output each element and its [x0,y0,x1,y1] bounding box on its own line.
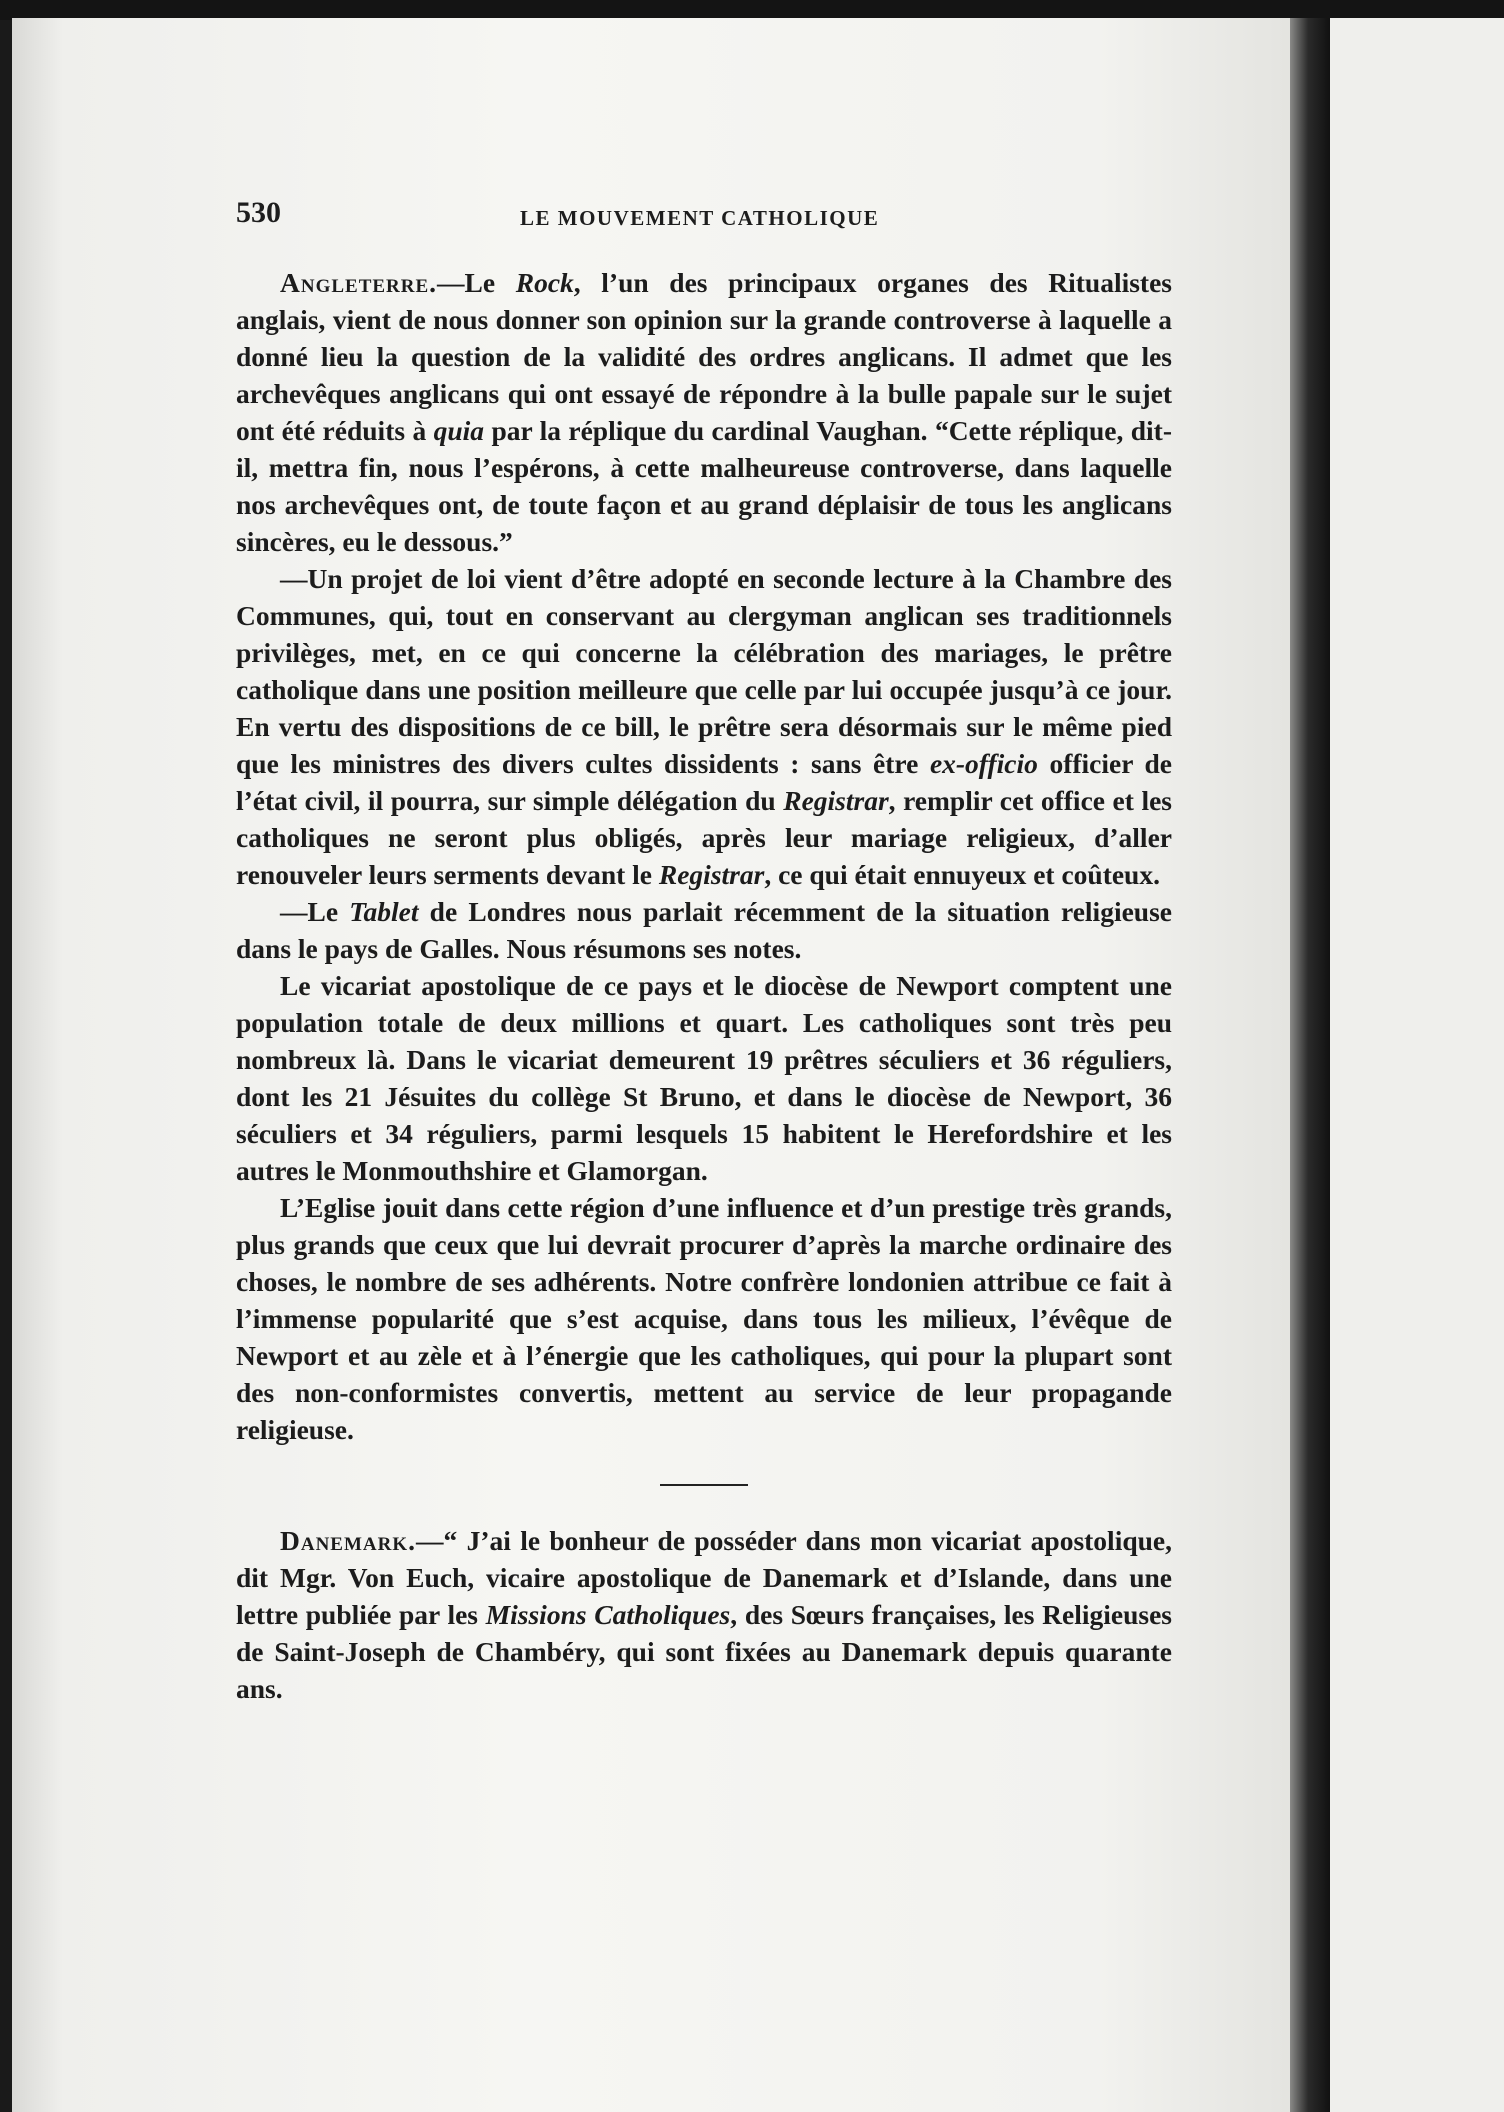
running-title: LE MOUVEMENT CATHOLIQUE [520,206,880,230]
book-gutter [1290,18,1330,2112]
scan-top-border [0,0,1504,20]
section-head-angleterre: Angleterre. [280,267,438,298]
title-tablet: Tablet [349,896,419,927]
main-text [236,264,1172,1707]
word-quia: quia [433,415,485,446]
paragraph-projet-de-loi: —Un projet de loi vient d’être adopté en seconde lecture à la Chambre des Communes, qui, tout en conservant au clergyman anglican ses traditionnels privilèges, met, en ce qui concerne la célébration des mariages, le prêtre catholique dans une position meilleure que celle par lui occupée jusqu’à ce jour. En vertu des dispositions de ce bill, le prêtre sera désormais sur le même pied que les ministres des divers cultes dissidents : sans être ex-officio officier de l’état civil, il pourra, sur simple délégation du Registrar, remplir cet office et les catholiques ne seront plus obligés, après leur mariage religieux, d’aller renouveler leurs serments devant le Registrar, ce qui était ennuyeux et coûteux. [236,563,1173,890]
term-registrar: Registrar [783,785,889,816]
page-number: 530 [236,196,281,229]
title-missions-catholiques: Missions Catholiques [485,1599,731,1630]
right-page-edge [1330,18,1504,2112]
paragraph-danemark: Danemark.—“ J’ai le bonheur de posséder dans mon vicariat apostolique, dit Mgr. Von Euch, vicaire apostolique de Danemark et d’Islande, dans une lettre publiée par les Missions Catholiques, des Sœurs françaises, les Religieuses de Saint-Joseph de Chambéry, qui sont fixées au Danemark depuis quarante ans. [236,1525,1172,1704]
term-registrar-2: Registrar [658,859,765,890]
paragraph-eglise: L’Eglise jouit dans cette région d’une influence et d’un prestige très grands, plus grands que ceux que lui devrait procurer d’après la marche ordinaire des choses, le nombre de ses adhérents. Notre confrère londonien attribue ce fait à l’immense popularité que s’est acquise, dans tous les milieux, l’évêque de Newport et au zèle et à l’énergie que les catholiques, qui pour la plupart sont des non-conformistes convertis, mettent au service de leur propagande religieuse. [236,1192,1172,1445]
section-divider [660,1484,748,1486]
title-rock: Rock [515,267,574,298]
section-head-danemark: Danemark. [280,1525,417,1556]
term-ex-officio: ex-officio [929,748,1038,779]
paragraph-angleterre: Angleterre.—Le Rock, l’un des principaux organes des Ritualistes anglais, vient de nous donner son opinion sur la grande controverse à laquelle a donné lieu la question de la validité des ordres anglicans. Il admet que les archevêques anglicans qui ont essayé de répondre à la bulle papale sur le sujet ont été réduits à quia par la réplique du cardinal Vaughan. “Cette réplique, dit-il, mettra fin, nous l’espérons, à cette malheureuse controverse, dans laquelle nos archevêques ont, de toute façon et au grand déplaisir de tous les anglicans sincères, eu le dessous.” [236,267,1172,557]
paragraph-tablet: —Le Tablet de Londres nous parlait récemment de la situation religieuse dans le pays de Galles. Nous résumons ses notes. [236,896,1172,964]
paragraph-vicariat: Le vicariat apostolique de ce pays et le diocèse de Newport comptent une population totale de deux millions et quart. Les catholiques sont très peu nombreux là. Dans le vicariat demeurent 19 prêtres séculiers et 36 réguliers, dont les 21 Jésuites du collège St Bruno, et dans le diocèse de Newport, 36 séculiers et 34 réguliers, parmi lesquels 15 habitent le Herefordshire et les autres le Monmouthshire et Glamorgan. [236,970,1172,1186]
